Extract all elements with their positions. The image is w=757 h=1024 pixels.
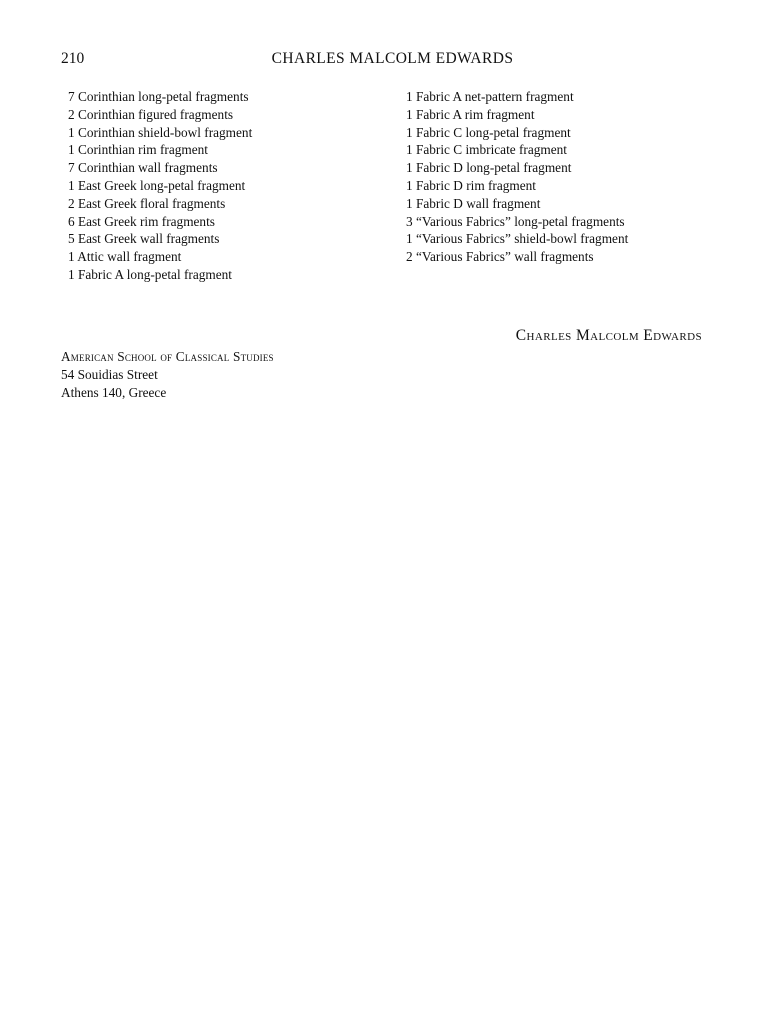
fragment-list-right bbox=[406, 88, 628, 266]
list-item: 3 “Various Fabrics” long-petal fragments bbox=[406, 213, 625, 229]
list-item: 1 Fabric A rim fragment bbox=[406, 106, 535, 122]
list-item: 1 “Various Fabrics” shield-bowl fragment bbox=[406, 231, 629, 247]
address-institution: American School of Classical Studies bbox=[61, 349, 274, 364]
running-title: CHARLES MALCOLM EDWARDS bbox=[271, 50, 514, 67]
list-item: 5 East Greek wall fragments bbox=[68, 231, 220, 247]
list-item: 2 Corinthian figured fragments bbox=[68, 106, 234, 122]
list-item: 6 East Greek rim fragments bbox=[68, 213, 215, 229]
page-number: 210 bbox=[61, 50, 85, 67]
list-item: 1 Fabric A net-pattern fragment bbox=[406, 89, 574, 104]
list-item: 1 Fabric A long-petal fragment bbox=[68, 266, 232, 282]
list-item: 1 Fabric C imbricate fragment bbox=[406, 142, 567, 158]
author-address bbox=[61, 348, 274, 402]
list-item: 1 Fabric D long-petal fragment bbox=[406, 160, 572, 176]
list-item: 1 East Greek long-petal fragment bbox=[68, 177, 246, 193]
list-item: 1 Fabric C long-petal fragment bbox=[406, 124, 571, 140]
list-item: 1 Fabric D rim fragment bbox=[406, 177, 536, 193]
list-item: 1 Corinthian shield-bowl fragment bbox=[68, 124, 253, 140]
list-item: 1 Corinthian rim fragment bbox=[68, 142, 208, 158]
author-signature: Charles Malcolm Edwards bbox=[515, 327, 702, 344]
list-item: 1 Attic wall fragment bbox=[68, 249, 182, 265]
list-item: 7 Corinthian long-petal fragments bbox=[68, 89, 249, 104]
list-item: 2 “Various Fabrics” wall fragments bbox=[406, 249, 594, 265]
address-street: 54 Souidias Street bbox=[61, 367, 158, 382]
list-item: 1 Fabric D wall fragment bbox=[406, 195, 541, 211]
list-item: 7 Corinthian wall fragments bbox=[68, 160, 218, 176]
fragment-list-left bbox=[68, 88, 252, 284]
address-city: Athens 140, Greece bbox=[61, 385, 167, 400]
list-item: 2 East Greek floral fragments bbox=[68, 195, 226, 211]
